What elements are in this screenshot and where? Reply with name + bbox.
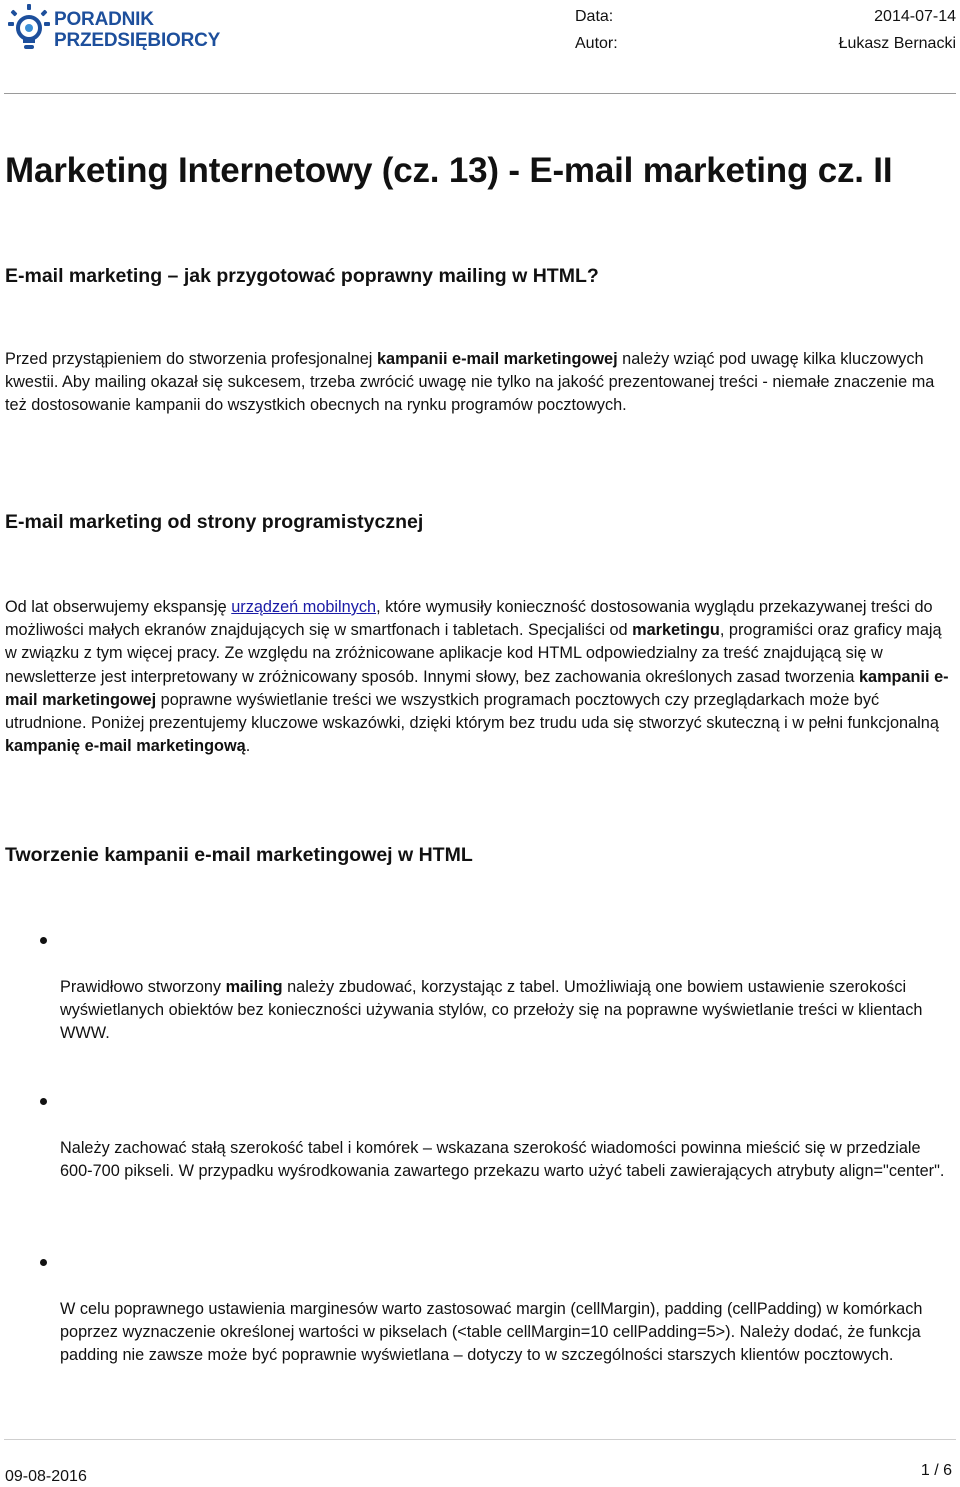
item1-text-2: należy zbudować, korzystając z tabel. Umożliwiają one bowiem ustawienie szerokości wyświetlanych obiektów bez konieczności używania stylów, co przełoży się na poprawne wyświetlanie treści w klientach WWW. <box>60 978 923 1043</box>
date-label: Data: <box>575 8 614 25</box>
bullet-icon <box>40 1098 47 1105</box>
lightbulb-icon <box>8 4 52 52</box>
article-title: Marketing Internetowy (cz. 13) - E-mail marketing cz. II <box>5 151 893 190</box>
page-header <box>0 0 960 95</box>
s1-bold-2: kampanii e-mail marketingowej <box>5 667 949 709</box>
logo-line1: PORADNIK <box>54 9 154 30</box>
s1-text-1: Od lat obserwujemy ekspansję <box>5 598 232 616</box>
page-number: 1 / 6 <box>920 1462 952 1479</box>
intro-paragraph <box>5 348 955 418</box>
s1-bold-1: marketingu <box>632 621 720 640</box>
mobile-devices-link[interactable]: urządzeń mobilnych <box>231 598 377 616</box>
meta-values <box>839 3 956 57</box>
s1-text-2: , które wymusiły konieczność dostosowania wyglądu przekazywanej treści do możliwości małych ekranów znajdujących się w smartfonach i tabletach. Specjaliści od <box>5 598 933 640</box>
bullet-icon <box>40 937 47 944</box>
header-divider <box>4 93 956 94</box>
date-value: 2014-07-14 <box>874 8 956 25</box>
author-label: Autor: <box>575 35 618 52</box>
list-item-text: W celu poprawnego ustawienia marginesów warto zastosować margin (cellMargin), padding (cellPadding) w komórkach poprzez wyznaczenie określonej wartości w pikselach (<table cellMargin=10 cellPadding=5>). Należy dodać, że funkcja padding nie zawsze może być poprawnie wyświetlana – dotyczy to w szczególności starszych klientów pocztowych. <box>60 1300 923 1365</box>
site-logo[interactable] <box>8 4 228 52</box>
footer-date: 09-08-2016 <box>5 1468 87 1485</box>
intro-text-1: Przed przystąpieniem do stworzenia profesjonalnej <box>5 350 377 368</box>
list-item-text: Należy zachować stałą szerokość tabel i komórek – wskazana szerokość wiadomości powinna mieścić się w przedziale 600-700 pikseli. W przypadku wyśrodkowania zawartego przekazu warto użyć tabeli zawierających atrybuty align="center". <box>60 1139 945 1181</box>
intro-bold-1: kampanii e-mail marketingowej <box>376 350 618 368</box>
intro-text-2: należy wziąć pod uwagę kilka kluczowych kwestii. Aby mailing okazał się sukcesem, trzeba zwrócić uwagę nie tylko na jakość prezentowanej treści - niemałe znaczenie ma też dostosowanie kampanii do wszystkich obecnych na rynku programów pocztowych. <box>5 350 935 415</box>
section1-paragraph <box>5 596 955 758</box>
list-item-text <box>60 976 955 1046</box>
section2-heading: Tworzenie kampanii e-mail marketingowej w HTML <box>5 844 473 866</box>
s1-text-3: , programiści oraz graficy mają w związku z tym więcej pracy. Ze względu na zróżnicowane aplikacje kod HTML odpowiedzialny za treść znajdującą się w newsletterze jest interpretowany w zróżnicowany sposób. Innymi słowy, bez zachowania określonych zasad tworzenia <box>5 621 942 686</box>
meta-labels <box>575 3 618 57</box>
footer-divider <box>4 1439 956 1440</box>
bullet-icon <box>40 1259 47 1266</box>
author-value: Łukasz Bernacki <box>838 35 956 52</box>
s1-text-4: poprawne wyświetlanie treści we wszystkich programach pocztowych czy przeglądarkach może być utrudnione. Poniżej prezentujemy kluczowe wskazówki, dzięki którym bez trudu uda się stworzyć skuteczną i w pełni funkcjonalną <box>5 690 939 733</box>
section1-heading: E-mail marketing od strony programistycznej <box>5 511 424 533</box>
article-subtitle: E-mail marketing – jak przygotować poprawny mailing w HTML? <box>5 265 599 287</box>
s1-text-5: . <box>245 737 251 756</box>
item1-text-1: Prawidłowo stworzony <box>60 978 226 996</box>
logo-line2: PRZEDSIĘBIORCY <box>54 30 221 51</box>
article <box>5 150 955 1365</box>
item1-bold-1: mailing <box>225 978 283 996</box>
s1-bold-3: kampanię e-mail marketingową <box>5 737 246 756</box>
